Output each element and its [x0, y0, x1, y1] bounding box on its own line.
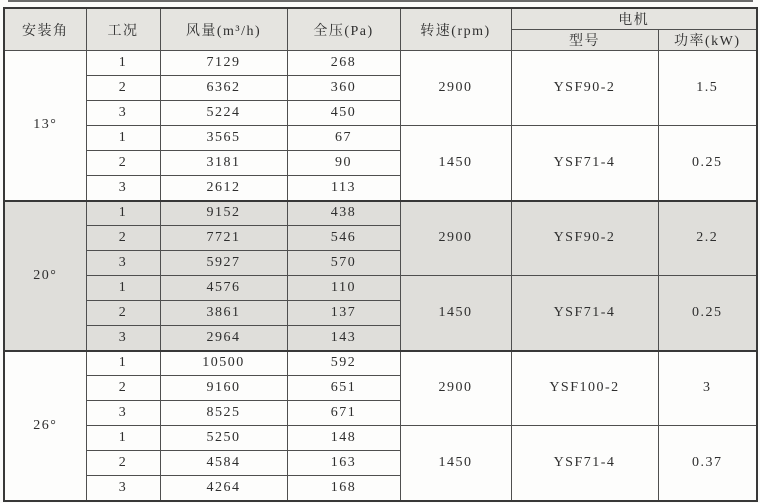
speed-cell: 2900 [400, 201, 511, 276]
table-row [4, 351, 757, 376]
speed-cell: 1450 [400, 126, 511, 201]
condition-cell: 2 [86, 376, 160, 401]
header-model: 型号 [511, 30, 658, 51]
table-row [4, 426, 757, 451]
flow-cell: 10500 [160, 351, 287, 376]
condition-cell: 2 [86, 451, 160, 476]
flow-cell: 5927 [160, 251, 287, 276]
condition-cell: 1 [86, 276, 160, 301]
power-cell: 3 [658, 351, 757, 426]
model-cell: YSF100-2 [511, 351, 658, 426]
condition-cell: 1 [86, 351, 160, 376]
speed-cell: 1450 [400, 276, 511, 351]
pressure-cell: 592 [287, 351, 400, 376]
pressure-cell: 360 [287, 76, 400, 101]
condition-cell: 3 [86, 251, 160, 276]
pressure-cell: 651 [287, 376, 400, 401]
header-power: 功率(kW) [658, 30, 757, 51]
speed-cell: 1450 [400, 426, 511, 501]
header-row-main [4, 8, 757, 30]
flow-cell: 2612 [160, 176, 287, 201]
fan-performance-table [3, 7, 758, 502]
pressure-cell: 143 [287, 326, 400, 351]
angle-cell: 20° [4, 201, 86, 351]
flow-cell: 5224 [160, 101, 287, 126]
flow-cell: 9152 [160, 201, 287, 226]
condition-cell: 1 [86, 126, 160, 151]
section-26deg [4, 351, 757, 501]
header-speed: 转速(rpm) [400, 8, 511, 51]
header-angle: 安装角 [4, 8, 86, 51]
model-cell: YSF71-4 [511, 426, 658, 501]
pressure-cell: 110 [287, 276, 400, 301]
table-row [4, 201, 757, 226]
pressure-cell: 163 [287, 451, 400, 476]
condition-cell: 2 [86, 301, 160, 326]
pressure-cell: 450 [287, 101, 400, 126]
pressure-cell: 570 [287, 251, 400, 276]
condition-cell: 1 [86, 51, 160, 76]
speed-cell: 2900 [400, 51, 511, 126]
flow-cell: 7721 [160, 226, 287, 251]
top-rule [8, 0, 753, 2]
pressure-cell: 546 [287, 226, 400, 251]
pressure-cell: 168 [287, 476, 400, 501]
pressure-cell: 137 [287, 301, 400, 326]
flow-cell: 7129 [160, 51, 287, 76]
flow-cell: 3861 [160, 301, 287, 326]
header-pressure: 全压(Pa) [287, 8, 400, 51]
condition-cell: 1 [86, 426, 160, 451]
condition-cell: 2 [86, 226, 160, 251]
condition-cell: 3 [86, 476, 160, 501]
model-cell: YSF90-2 [511, 51, 658, 126]
flow-cell: 5250 [160, 426, 287, 451]
condition-cell: 3 [86, 101, 160, 126]
power-cell: 2.2 [658, 201, 757, 276]
header-condition: 工况 [86, 8, 160, 51]
flow-cell: 4576 [160, 276, 287, 301]
condition-cell: 1 [86, 201, 160, 226]
header-flow: 风量(m³/h) [160, 8, 287, 51]
condition-cell: 2 [86, 76, 160, 101]
pressure-cell: 671 [287, 401, 400, 426]
pressure-cell: 67 [287, 126, 400, 151]
power-cell: 0.37 [658, 426, 757, 501]
condition-cell: 2 [86, 151, 160, 176]
pressure-cell: 268 [287, 51, 400, 76]
flow-cell: 9160 [160, 376, 287, 401]
model-cell: YSF71-4 [511, 276, 658, 351]
condition-cell: 3 [86, 401, 160, 426]
power-cell: 0.25 [658, 126, 757, 201]
condition-cell: 3 [86, 176, 160, 201]
flow-cell: 4264 [160, 476, 287, 501]
angle-cell: 26° [4, 351, 86, 501]
pressure-cell: 148 [287, 426, 400, 451]
flow-cell: 6362 [160, 76, 287, 101]
section-20deg [4, 201, 757, 351]
header-motor: 电机 [511, 8, 757, 30]
section-13deg [4, 51, 757, 201]
flow-cell: 3181 [160, 151, 287, 176]
table-row [4, 51, 757, 76]
speed-cell: 2900 [400, 351, 511, 426]
table-header [4, 8, 757, 51]
angle-cell: 13° [4, 51, 86, 201]
flow-cell: 4584 [160, 451, 287, 476]
condition-cell: 3 [86, 326, 160, 351]
pressure-cell: 113 [287, 176, 400, 201]
pressure-cell: 438 [287, 201, 400, 226]
table-row [4, 276, 757, 301]
pressure-cell: 90 [287, 151, 400, 176]
power-cell: 1.5 [658, 51, 757, 126]
flow-cell: 3565 [160, 126, 287, 151]
power-cell: 0.25 [658, 276, 757, 351]
table-row [4, 126, 757, 151]
flow-cell: 8525 [160, 401, 287, 426]
model-cell: YSF90-2 [511, 201, 658, 276]
flow-cell: 2964 [160, 326, 287, 351]
model-cell: YSF71-4 [511, 126, 658, 201]
